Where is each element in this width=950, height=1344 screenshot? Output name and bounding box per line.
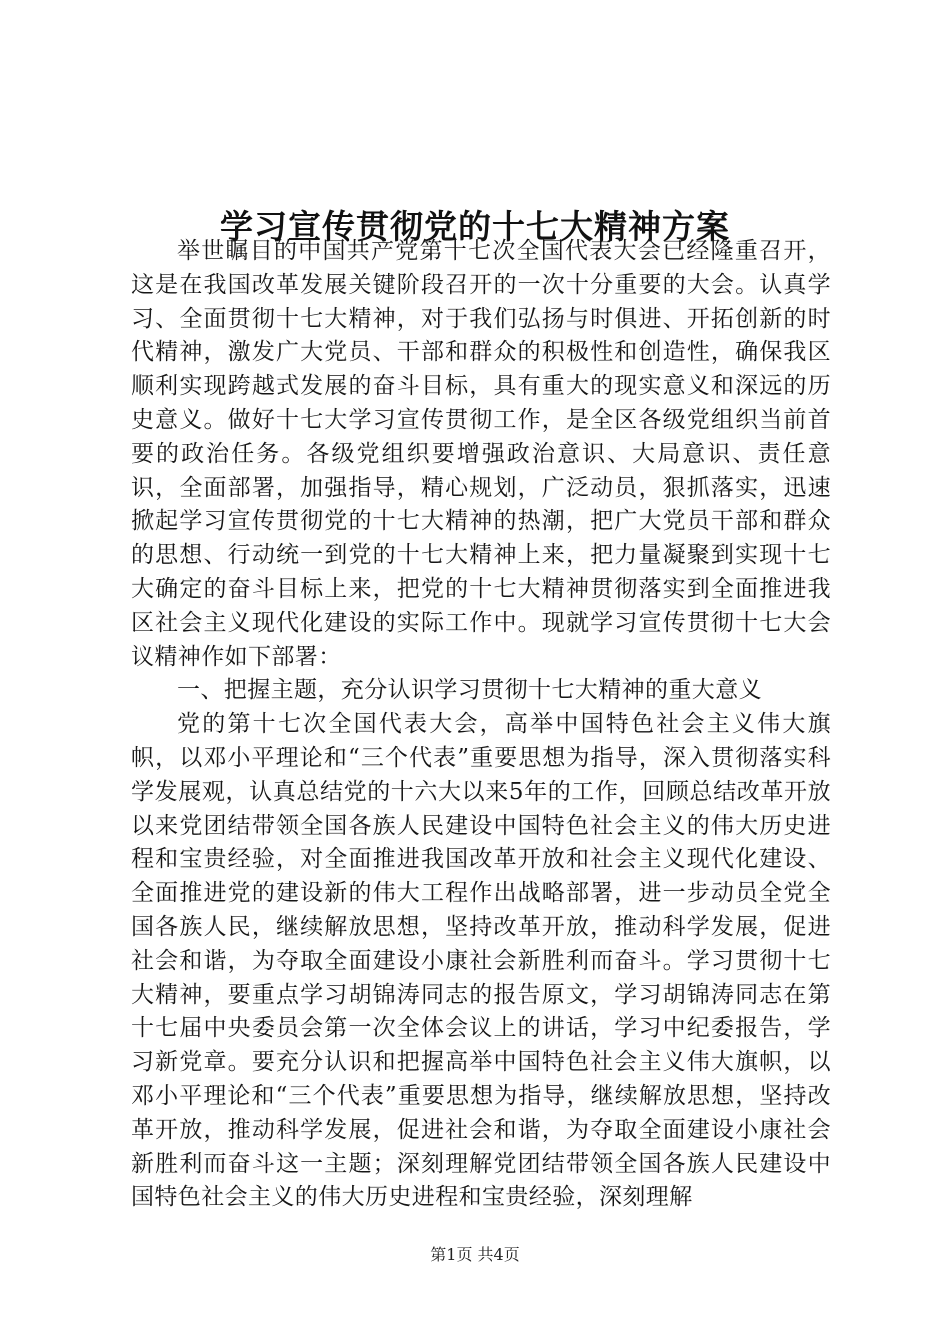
paragraph-intro: 举世瞩目的中国共产党第十七次全国代表大会已经隆重召开，这是在我国改革发展关键阶段召开的一次十分重要的大会。认真学习、全面贯彻十七大精神，对于我们弘扬与时俱进、开拓创新的时代精神，激发广大党员、干部和群众的积极性和创造性，确保我区顺利实现跨越式发展的奋斗目标，具有重大的现实意义和深远的历史意义。做好十七大学习宣传贯彻工作，是全区各级党组织当前首要的政治任务。各级党组织要增强政治意识、大局意识、责任意识，全面部署，加强指导，精心规划，广泛动员，狠抓落实，迅速掀起学习宣传贯彻党的十七大精神的热潮，把广大党员干部和群众的思想、行动统一到党的十七大精神上来，把力量凝聚到实现十七大确定的奋斗目标上来，把党的十七大精神贯彻落实到全面推进我区社会主义现代化建设的实际工作中。现就学习宣传贯彻十七大会议精神作如下部署： (131, 238, 831, 670)
section-heading-1: 一、把握主题，充分认识学习贯彻十七大精神的重大意义 (177, 677, 762, 704)
document-title: 学习宣传贯彻党的十七大精神方案 (220, 207, 730, 247)
page-number-footer: 第1页 共4页 (430, 1245, 520, 1264)
paragraph-section-1: 党的第十七次全国代表大会，高举中国特色社会主义伟大旗帜，以邓小平理论和“三个代表”重要思想为指导，深入贯彻落实科学发展观，认真总结党的十六大以来5年的工作，回顾总结改革开放以来党团结带领全国各族人民建设中国特色社会主义的伟大历史进程和宝贵经验，对全面推进我国改革开放和社会主义现代化建设、全面推进党的建设新的伟大工程作出战略部署，进一步动员全党全国各族人民，继续解放思想，坚持改革开放，推动科学发展，促进社会和谐，为夺取全面建设小康社会新胜利而奋斗。学习贯彻十七大精神，要重点学习胡锦涛同志的报告原文，学习胡锦涛同志在第十七届中央委员会第一次全体会议上的讲话，学习中纪委报告，学习新党章。要充分认识和把握高举中国特色社会主义伟大旗帜，以邓小平理论和“三个代表”重要思想为指导，继续解放思想，坚持改革开放，推动科学发展，促进社会和谐，为夺取全面建设小康社会新胜利而奋斗这一主题；深刻理解党团结带领全国各族人民建设中国特色社会主义的伟大历史进程和宝贵经验，深刻理解 (131, 711, 831, 1211)
document-body (131, 235, 831, 1215)
